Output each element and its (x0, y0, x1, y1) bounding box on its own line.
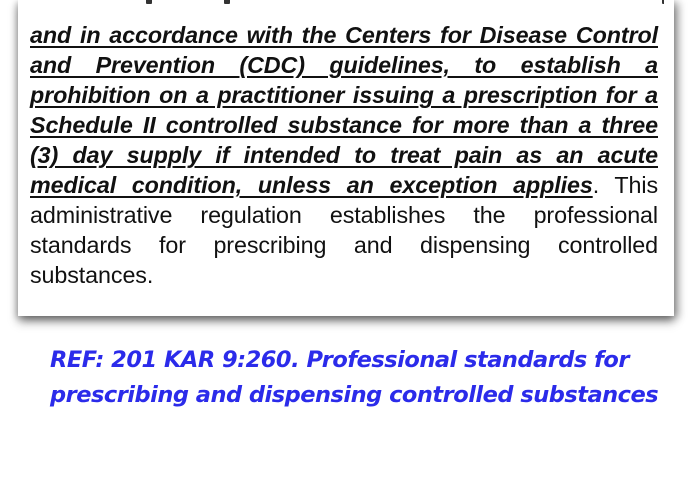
regulation-paragraph (30, 20, 658, 290)
regulation-description: . This administrative regulation establishes the professional standards for prescribing and dispensing controlled substances. (30, 172, 659, 288)
reference-caption: REF: 201 KAR 9:260. Professional standards for prescribing and dispensing controlled substances (50, 347, 659, 408)
cropped-previous-line (28, 0, 664, 6)
emphasized-requirement: and in accordance with the Centers for Disease Control and Prevention (CDC) guidelines, to establish a prohibition on a practitioner issuing a prescription for a Schedule II controlled substance for more than a three (3) day supply if intended to treat pain as an acute medical condition, unless an exception applies (30, 22, 658, 198)
document-excerpt (18, 0, 674, 316)
